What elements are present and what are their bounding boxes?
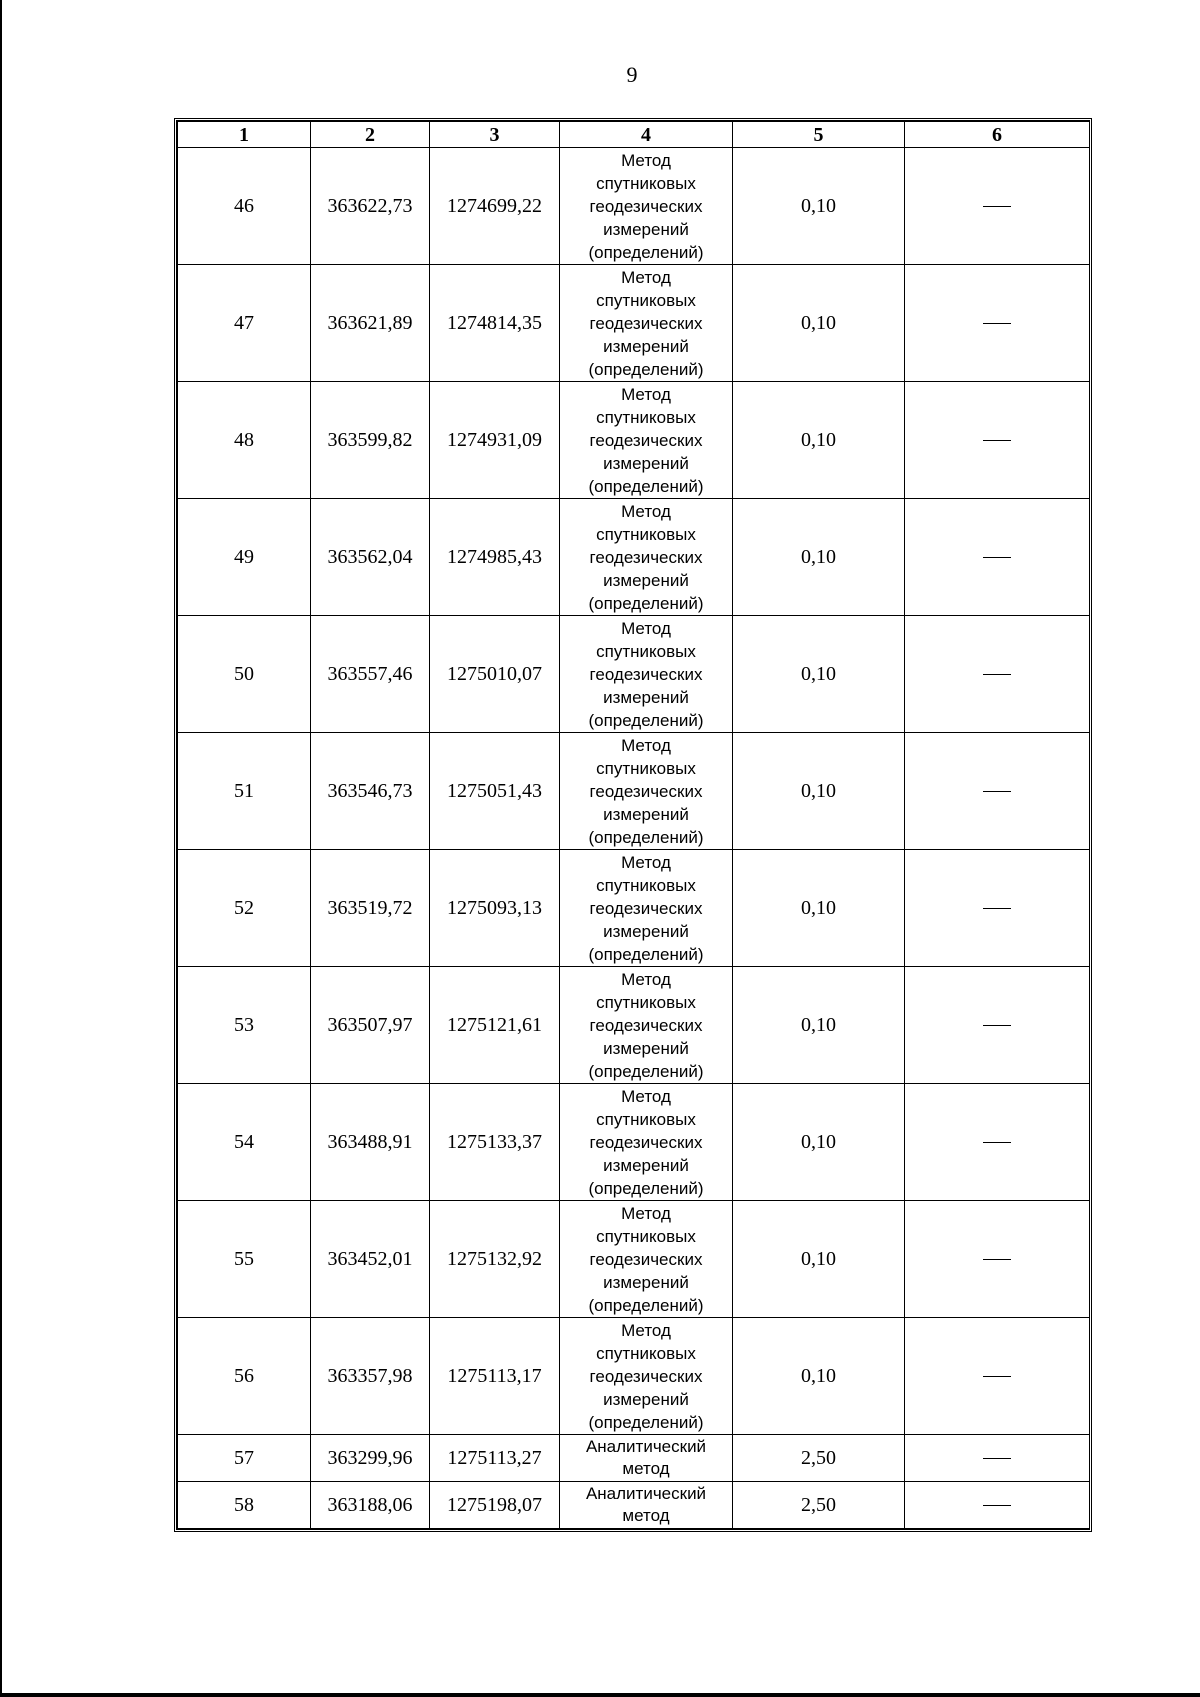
precision-cell: 0,10 — [733, 265, 905, 382]
method-line: спутниковых — [596, 1226, 696, 1246]
point-number-cell: 50 — [178, 616, 311, 733]
note-cell — [905, 148, 1090, 265]
coord-y-cell: 1275113,17 — [430, 1318, 560, 1435]
table-row — [178, 148, 1090, 265]
precision-cell: 0,10 — [733, 1318, 905, 1435]
coordinates-table — [177, 121, 1090, 1529]
precision-cell: 0,10 — [733, 499, 905, 616]
method-line: спутниковых — [596, 290, 696, 310]
point-number-cell: 56 — [178, 1318, 311, 1435]
em-dash — [983, 908, 1011, 909]
method-cell — [560, 1435, 733, 1482]
coord-y-cell: 1275113,27 — [430, 1435, 560, 1482]
table-row — [178, 499, 1090, 616]
coord-y-cell: 1274985,43 — [430, 499, 560, 616]
table-row — [178, 850, 1090, 967]
method-line: геодезических — [589, 1132, 703, 1152]
em-dash — [983, 557, 1011, 558]
method-line: геодезических — [589, 664, 703, 684]
em-dash — [983, 1505, 1011, 1506]
method-cell — [560, 1482, 733, 1529]
coord-x-cell: 363562,04 — [311, 499, 430, 616]
em-dash — [983, 674, 1011, 675]
precision-cell: 0,10 — [733, 616, 905, 733]
coord-y-cell: 1275093,13 — [430, 850, 560, 967]
em-dash — [983, 323, 1011, 324]
method-line: Метод — [621, 735, 671, 755]
method-line: измерений — [603, 1389, 689, 1409]
method-cell — [560, 499, 733, 616]
method-line: Метод — [621, 384, 671, 404]
method-cell — [560, 382, 733, 499]
coord-y-cell: 1274931,09 — [430, 382, 560, 499]
note-cell — [905, 1084, 1090, 1201]
coord-x-cell: 363557,46 — [311, 616, 430, 733]
point-number-cell: 46 — [178, 148, 311, 265]
method-line: (определений) — [588, 476, 704, 496]
coord-x-cell: 363519,72 — [311, 850, 430, 967]
method-line: Аналитический — [585, 1484, 707, 1503]
note-cell — [905, 1435, 1090, 1482]
note-cell — [905, 967, 1090, 1084]
table-row — [178, 1435, 1090, 1482]
point-number-cell: 55 — [178, 1201, 311, 1318]
method-cell — [560, 265, 733, 382]
precision-cell: 0,10 — [733, 382, 905, 499]
method-line: Метод — [621, 1203, 671, 1223]
note-cell — [905, 616, 1090, 733]
method-line: измерений — [603, 1038, 689, 1058]
method-cell — [560, 850, 733, 967]
coord-x-cell: 363357,98 — [311, 1318, 430, 1435]
method-cell — [560, 1318, 733, 1435]
table-row — [178, 382, 1090, 499]
coord-x-cell: 363599,82 — [311, 382, 430, 499]
method-line: (определений) — [588, 1295, 704, 1315]
method-line: спутниковых — [596, 641, 696, 661]
col-header-4: 4 — [560, 122, 733, 148]
col-header-1: 1 — [178, 122, 311, 148]
method-line: Метод — [621, 618, 671, 638]
method-line: геодезических — [589, 1366, 703, 1386]
table-row — [178, 265, 1090, 382]
method-line: геодезических — [589, 781, 703, 801]
method-line: спутниковых — [596, 1109, 696, 1129]
point-number-cell: 57 — [178, 1435, 311, 1482]
method-line: измерений — [603, 570, 689, 590]
method-line: метод — [622, 1459, 670, 1478]
table-row — [178, 733, 1090, 850]
coord-x-cell: 363546,73 — [311, 733, 430, 850]
coord-x-cell: 363621,89 — [311, 265, 430, 382]
method-line: геодезических — [589, 1015, 703, 1035]
col-header-5: 5 — [733, 122, 905, 148]
method-line: спутниковых — [596, 524, 696, 544]
note-cell — [905, 1482, 1090, 1529]
page-number: 9 — [626, 62, 638, 87]
method-line: измерений — [603, 1272, 689, 1292]
em-dash — [983, 791, 1011, 792]
table-header-row — [178, 122, 1090, 148]
coord-x-cell: 363299,96 — [311, 1435, 430, 1482]
table-row — [178, 967, 1090, 1084]
coord-y-cell: 1275010,07 — [430, 616, 560, 733]
method-line: измерений — [603, 336, 689, 356]
table-row — [178, 1201, 1090, 1318]
coord-y-cell: 1274699,22 — [430, 148, 560, 265]
scan-edge-bottom — [0, 1693, 1200, 1697]
method-line: спутниковых — [596, 173, 696, 193]
method-line: (определений) — [588, 944, 704, 964]
precision-cell: 0,10 — [733, 967, 905, 1084]
method-line: измерений — [603, 687, 689, 707]
col-header-2: 2 — [311, 122, 430, 148]
method-line: Метод — [621, 150, 671, 170]
precision-cell: 0,10 — [733, 733, 905, 850]
coord-x-cell: 363188,06 — [311, 1482, 430, 1529]
method-cell — [560, 733, 733, 850]
method-line: спутниковых — [596, 1343, 696, 1363]
table-body — [178, 148, 1090, 1529]
method-line: измерений — [603, 921, 689, 941]
em-dash — [983, 1025, 1011, 1026]
table-row — [178, 1084, 1090, 1201]
em-dash — [983, 1376, 1011, 1377]
precision-cell: 0,10 — [733, 1084, 905, 1201]
precision-cell: 0,10 — [733, 148, 905, 265]
point-number-cell: 51 — [178, 733, 311, 850]
method-line: спутниковых — [596, 875, 696, 895]
method-line: Метод — [621, 1086, 671, 1106]
method-line: спутниковых — [596, 407, 696, 427]
note-cell — [905, 382, 1090, 499]
method-line: (определений) — [588, 359, 704, 379]
coord-y-cell: 1275133,37 — [430, 1084, 560, 1201]
method-line: (определений) — [588, 1061, 704, 1081]
method-line: Метод — [621, 267, 671, 287]
em-dash — [983, 206, 1011, 207]
method-line: Метод — [621, 1320, 671, 1340]
method-line: измерений — [603, 219, 689, 239]
note-cell — [905, 1201, 1090, 1318]
point-number-cell: 47 — [178, 265, 311, 382]
point-number-cell: 54 — [178, 1084, 311, 1201]
method-line: измерений — [603, 804, 689, 824]
method-line: измерений — [603, 453, 689, 473]
coord-x-cell: 363488,91 — [311, 1084, 430, 1201]
method-line: геодезических — [589, 1249, 703, 1269]
method-line: геодезических — [589, 547, 703, 567]
note-cell — [905, 850, 1090, 967]
method-cell — [560, 967, 733, 1084]
coord-x-cell: 363622,73 — [311, 148, 430, 265]
note-cell — [905, 733, 1090, 850]
method-line: (определений) — [588, 242, 704, 262]
method-cell — [560, 1201, 733, 1318]
coord-y-cell: 1274814,35 — [430, 265, 560, 382]
precision-cell: 2,50 — [733, 1482, 905, 1529]
method-line: геодезических — [589, 196, 703, 216]
em-dash — [983, 1458, 1011, 1459]
coord-y-cell: 1275121,61 — [430, 967, 560, 1084]
em-dash — [983, 1259, 1011, 1260]
scan-edge-left — [0, 0, 2, 1697]
point-number-cell: 53 — [178, 967, 311, 1084]
coord-y-cell: 1275051,43 — [430, 733, 560, 850]
point-number-cell: 58 — [178, 1482, 311, 1529]
coord-x-cell: 363452,01 — [311, 1201, 430, 1318]
precision-cell: 0,10 — [733, 1201, 905, 1318]
method-line: (определений) — [588, 710, 704, 730]
method-line: Метод — [621, 852, 671, 872]
em-dash — [983, 1142, 1011, 1143]
method-line: спутниковых — [596, 992, 696, 1012]
point-number-cell: 48 — [178, 382, 311, 499]
method-line: Метод — [621, 969, 671, 989]
method-line: (определений) — [588, 593, 704, 613]
coordinates-table-frame — [174, 118, 1092, 1532]
method-line: (определений) — [588, 1178, 704, 1198]
method-line: (определений) — [588, 1412, 704, 1432]
method-line: (определений) — [588, 827, 704, 847]
table-row — [178, 1318, 1090, 1435]
note-cell — [905, 265, 1090, 382]
point-number-cell: 52 — [178, 850, 311, 967]
method-line: спутниковых — [596, 758, 696, 778]
em-dash — [983, 440, 1011, 441]
method-line: геодезических — [589, 430, 703, 450]
precision-cell: 0,10 — [733, 850, 905, 967]
col-header-6: 6 — [905, 122, 1090, 148]
method-cell — [560, 1084, 733, 1201]
method-line: Метод — [621, 501, 671, 521]
coord-x-cell: 363507,97 — [311, 967, 430, 1084]
point-number-cell: 49 — [178, 499, 311, 616]
method-line: измерений — [603, 1155, 689, 1175]
coord-y-cell: 1275198,07 — [430, 1482, 560, 1529]
table-row — [178, 616, 1090, 733]
precision-cell: 2,50 — [733, 1435, 905, 1482]
method-cell — [560, 616, 733, 733]
method-line: геодезических — [589, 898, 703, 918]
method-line: метод — [622, 1506, 670, 1525]
method-cell — [560, 148, 733, 265]
method-line: геодезических — [589, 313, 703, 333]
col-header-3: 3 — [430, 122, 560, 148]
note-cell — [905, 499, 1090, 616]
coord-y-cell: 1275132,92 — [430, 1201, 560, 1318]
method-line: Аналитический — [585, 1437, 707, 1456]
note-cell — [905, 1318, 1090, 1435]
table-row — [178, 1482, 1090, 1529]
